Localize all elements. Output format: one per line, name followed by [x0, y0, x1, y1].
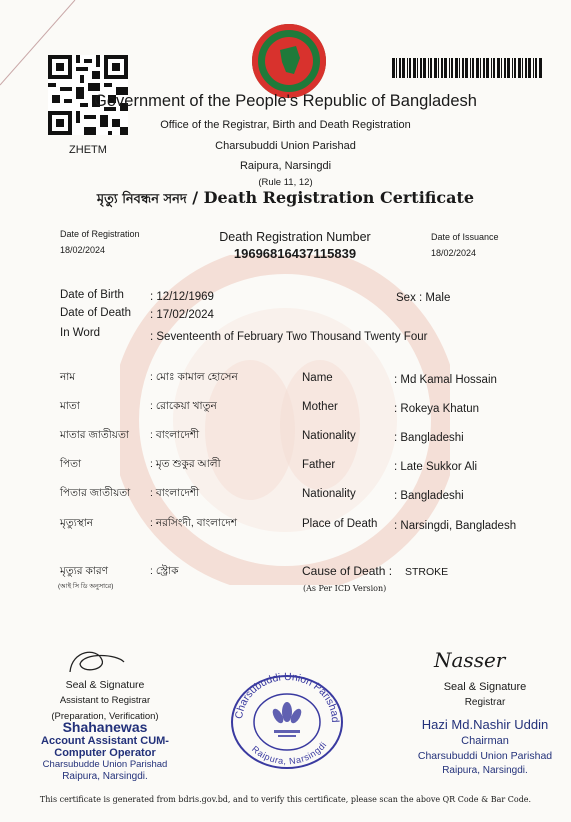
- stamp-union: Charsubudde Union Parishad: [42, 759, 168, 770]
- field-bn-value: : নরসিংদী, বাংলাদেশ: [150, 517, 237, 529]
- cause-bn-label: মৃত্যুর কারণ: [60, 565, 108, 577]
- field-bn-label: মাতার জাতীয়তা: [60, 429, 129, 441]
- qr-code-text: ZHETM: [69, 144, 107, 156]
- cause-bn-value: : স্ট্রোক: [150, 565, 179, 577]
- field-bn-value: : মোঃ কামাল হোসেন: [150, 371, 238, 383]
- right-role: Registrar: [464, 697, 506, 708]
- union-name: Charsubuddi Union Parishad: [215, 140, 356, 152]
- cause-en-label: Cause of Death :: [302, 564, 393, 578]
- field-en-label: Father: [302, 459, 336, 471]
- field-bn-value: : বাংলাদেশী: [150, 487, 200, 499]
- stamp-designation-2: Computer Operator: [54, 747, 156, 759]
- date-of-registration: 18/02/2024: [60, 245, 106, 255]
- title-english: Death Registration Certificate: [203, 188, 475, 207]
- chairman-union: Charsubuddi Union Parishad: [417, 750, 553, 762]
- footer-note: This certificate is generated from bdris.gov.bd, and to verify this certificate, please scan the above QR Code & Bar Code.: [39, 795, 532, 804]
- field-en-value: : Bangladeshi: [394, 432, 464, 444]
- field-bn-label: পিতার জাতীয়তা: [60, 487, 131, 499]
- in-word-label: In Word: [60, 327, 101, 339]
- registration-number-label: Death Registration Number: [219, 230, 371, 244]
- field-bn-value: : রোকেয়া খাতুন: [150, 400, 217, 412]
- seal-lotus-icon: [271, 702, 304, 737]
- rule-reference: (Rule 11, 12): [258, 177, 313, 188]
- date-of-issuance: 18/02/2024: [431, 248, 477, 258]
- sex: Sex : Male: [396, 292, 451, 304]
- field-en-value: : Md Kamal Hossain: [394, 374, 497, 386]
- cause-en-sub: (As Per ICD Version): [303, 584, 387, 593]
- location: Raipura, Narsingdi: [239, 160, 332, 172]
- barcode: [392, 58, 544, 78]
- stamp-location: Raipura, Narsingdi.: [62, 771, 148, 782]
- government-name: Government of the People's Republic of Bangladesh: [94, 92, 477, 110]
- registrar-signature: Nasser: [434, 648, 506, 672]
- field-en-label: Nationality: [302, 430, 356, 442]
- certificate-title: মৃত্যু নিবন্ধন সনদ / Death Registration Certificate: [96, 188, 475, 207]
- field-bn-label: মাতা: [60, 400, 80, 412]
- date-of-death: : 17/02/2024: [150, 309, 214, 321]
- stamp-designation-1: Account Assistant CUM-: [41, 735, 169, 747]
- chairman-title: Chairman: [461, 735, 509, 747]
- stamp-name: Shahanewas: [62, 719, 148, 735]
- field-en-label: Place of Death: [302, 518, 378, 530]
- seal-ring-bottom: Raipura, Narsingdi: [249, 740, 329, 767]
- right-seal-label: Seal & Signature: [443, 681, 527, 693]
- left-seal-label: Seal & Signature: [65, 679, 145, 691]
- cause-bn-sub: (আই সি ডি অনুসারে): [58, 583, 114, 590]
- field-bn-value: : মৃত শুকুর আলী: [150, 458, 221, 470]
- field-en-value: : Bangladeshi: [394, 490, 464, 502]
- field-en-value: : Late Sukkor Ali: [394, 461, 478, 473]
- chairman-location: Raipura, Narsingdi.: [442, 765, 528, 776]
- date-of-registration-label: Date of Registration: [60, 229, 140, 239]
- left-role-note: (Preparation, Verification): [51, 711, 159, 722]
- in-word: : Seventeenth of February Two Thousand Twenty Four: [150, 331, 428, 343]
- field-en-label: Nationality: [302, 488, 356, 500]
- title-bangla: মৃত্যু নিবন্ধন সনদ: [96, 192, 187, 207]
- date-of-death-label: Date of Death: [60, 307, 131, 319]
- left-role: Assistant to Registrar: [59, 695, 151, 706]
- field-en-label: Mother: [302, 401, 338, 413]
- date-of-birth: : 12/12/1969: [150, 291, 214, 303]
- registrar-office: Office of the Registrar, Birth and Death Registration: [160, 119, 411, 131]
- watermark-emblem: [120, 255, 450, 585]
- chairman-name: Hazi Md.Nashir Uddin: [421, 717, 549, 732]
- field-en-value: : Rokeya Khatun: [394, 403, 480, 415]
- government-emblem: [250, 22, 328, 100]
- union-parishad-seal: [228, 670, 346, 770]
- date-of-birth-label: Date of Birth: [60, 289, 124, 301]
- seal-ring-top: Charsubuddi Union Parishad: [233, 670, 342, 723]
- date-of-issuance-label: Date of Issuance: [431, 232, 499, 242]
- cause-en-value: STROKE: [405, 566, 449, 578]
- registration-number: 19696816437115839: [233, 246, 357, 261]
- field-bn-label: নাম: [60, 371, 76, 383]
- field-bn-value: : বাংলাদেশী: [150, 429, 200, 441]
- field-en-label: Name: [302, 372, 333, 384]
- field-en-value: : Narsingdi, Bangladesh: [394, 520, 517, 532]
- assistant-signature: [62, 642, 132, 682]
- field-bn-label: মৃত্যুস্থান: [60, 517, 94, 529]
- field-bn-label: পিতা: [60, 458, 82, 470]
